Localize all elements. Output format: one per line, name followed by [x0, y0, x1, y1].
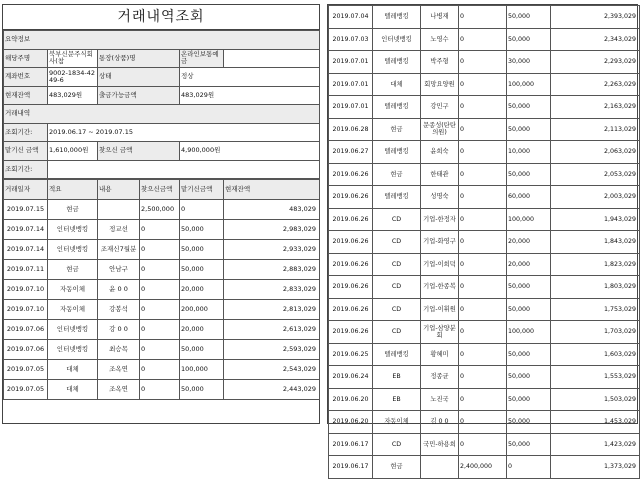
- row-date: 2019.06.17: [329, 433, 373, 456]
- row-in-amount: 50,000: [507, 6, 551, 29]
- row-out-amount: 0: [459, 186, 507, 209]
- row-date: 2019.06.17: [329, 456, 373, 479]
- row-type: CD: [373, 276, 421, 299]
- table-row: [4, 240, 320, 260]
- account-label: 계좌번호: [4, 68, 48, 87]
- row-date: 2019.06.27: [329, 141, 373, 164]
- row-type: 현금: [48, 200, 98, 220]
- row-out-amount: 0: [459, 118, 507, 141]
- row-balance: 483,029: [224, 200, 320, 220]
- table-row: [4, 300, 320, 320]
- row-date: 2019.06.26: [329, 231, 373, 254]
- table-row: [329, 186, 640, 209]
- row-out-amount: 0: [459, 433, 507, 456]
- row-out-amount: 0: [140, 320, 180, 340]
- period-value: 2019.06.17 ~ 2019.07.15: [48, 123, 320, 142]
- row-type: 인터넷뱅킹: [48, 220, 98, 240]
- row-date: 2019.06.26: [329, 253, 373, 276]
- row-date: 2019.07.01: [329, 51, 373, 74]
- table-row: [329, 276, 640, 299]
- row-date: 2019.06.25: [329, 343, 373, 366]
- row-memo: 회망요양원: [421, 73, 459, 96]
- row-date: 2019.07.03: [329, 28, 373, 51]
- summary-header-row: [4, 31, 320, 50]
- status-value: 정상: [180, 68, 320, 87]
- row-in-amount: 200,000: [180, 300, 224, 320]
- row-balance: 1,753,029: [551, 298, 640, 321]
- row-out-amount: 0: [459, 276, 507, 299]
- col-in-header: 맡기신금액: [180, 180, 224, 200]
- summary-row-4: [4, 105, 320, 124]
- row-memo: 윤희숙: [421, 141, 459, 164]
- row-in-amount: 50,000: [507, 28, 551, 51]
- row-in-amount: 50,000: [507, 366, 551, 389]
- balance-label: 현재잔액: [4, 86, 48, 105]
- row-out-amount: 0: [459, 208, 507, 231]
- row-memo: 기업-삼양분회: [421, 321, 459, 344]
- row-in-amount: 50,000: [507, 118, 551, 141]
- row-balance: 2,593,029: [224, 340, 320, 360]
- row-balance: 2,833,029: [224, 280, 320, 300]
- row-type: 현금: [48, 260, 98, 280]
- row-balance: 1,843,029: [551, 231, 640, 254]
- row-date: 2019.07.04: [329, 6, 373, 29]
- row-balance: 2,163,029: [551, 96, 640, 119]
- table-row: [329, 231, 640, 254]
- row-date: 2019.06.26: [329, 298, 373, 321]
- row-memo: 박주형: [421, 51, 459, 74]
- row-memo: 한태관: [421, 163, 459, 186]
- table-row: [329, 208, 640, 231]
- row-in-amount: 0: [507, 456, 551, 479]
- row-out-amount: 0: [140, 380, 180, 400]
- row-memo: 김 0 0: [421, 411, 459, 434]
- row-type: 자동이체: [373, 411, 421, 434]
- row-type: 텔레뱅킹: [373, 51, 421, 74]
- row-balance: 1,943,029: [551, 208, 640, 231]
- row-out-amount: 0: [459, 96, 507, 119]
- row-balance: 1,503,029: [551, 388, 640, 411]
- bank-label: 해당주명: [4, 49, 48, 68]
- row-type: CD: [373, 298, 421, 321]
- row-in-amount: 100,000: [180, 360, 224, 380]
- row-balance: 2,613,029: [224, 320, 320, 340]
- row-type: CD: [373, 321, 421, 344]
- table-row: [4, 200, 320, 220]
- row-type: 인터넷뱅킹: [48, 320, 98, 340]
- row-in-amount: 100,000: [507, 208, 551, 231]
- row-out-amount: 0: [459, 411, 507, 434]
- row-balance: 2,063,029: [551, 141, 640, 164]
- summary-row-2: [4, 68, 320, 87]
- row-out-amount: 0: [459, 231, 507, 254]
- link-value: [224, 49, 320, 68]
- row-balance: 1,803,029: [551, 276, 640, 299]
- row-balance: 1,423,029: [551, 433, 640, 456]
- table-row: [4, 220, 320, 240]
- col-memo-header: 내용: [98, 180, 140, 200]
- link-label: 온라인보통예금: [180, 49, 224, 68]
- row-date: 2019.07.10: [4, 280, 48, 300]
- row-in-amount: 20,000: [507, 231, 551, 254]
- table-row: [329, 298, 640, 321]
- row-memo: 노영수: [421, 28, 459, 51]
- row-in-amount: 20,000: [507, 253, 551, 276]
- row-out-amount: 0: [459, 343, 507, 366]
- row-type: 현금: [373, 118, 421, 141]
- row-date: 2019.07.05: [4, 380, 48, 400]
- row-memo: 기업-화영구: [421, 231, 459, 254]
- row-in-amount: 50,000: [507, 298, 551, 321]
- row-out-amount: 0: [459, 28, 507, 51]
- out-total-value: 1,610,000원: [48, 142, 98, 161]
- row-type: CD: [373, 208, 421, 231]
- row-in-amount: 50,000: [180, 260, 224, 280]
- table-row: [329, 51, 640, 74]
- row-type: 텔레뱅킹: [373, 141, 421, 164]
- table-row: [329, 456, 640, 479]
- row-out-amount: 0: [140, 260, 180, 280]
- row-type: 텔레뱅킹: [373, 186, 421, 209]
- row-in-amount: 50,000: [507, 388, 551, 411]
- row-type: CD: [373, 253, 421, 276]
- row-out-amount: 2,400,000: [459, 456, 507, 479]
- right-statement-page: [327, 4, 638, 471]
- table-row: [4, 380, 320, 400]
- row-balance: 2,983,029: [224, 220, 320, 240]
- row-balance: 2,813,029: [224, 300, 320, 320]
- row-type: 대체: [373, 73, 421, 96]
- row-date: 2019.07.05: [4, 360, 48, 380]
- row-type: 인터넷뱅킹: [48, 340, 98, 360]
- row-in-amount: 100,000: [507, 321, 551, 344]
- row-date: 2019.07.06: [4, 340, 48, 360]
- row-balance: 1,823,029: [551, 253, 640, 276]
- row-out-amount: 2,500,000: [140, 200, 180, 220]
- row-type: 자동이체: [48, 300, 98, 320]
- row-in-amount: 100,000: [507, 73, 551, 96]
- row-out-amount: 0: [459, 388, 507, 411]
- row-balance: 2,343,029: [551, 28, 640, 51]
- row-memo: 노진국: [421, 388, 459, 411]
- table-row: [329, 118, 640, 141]
- withdrawable-value: 483,029원: [180, 86, 320, 105]
- summary-table: [3, 30, 320, 179]
- row-out-amount: 0: [459, 141, 507, 164]
- row-out-amount: 0: [140, 340, 180, 360]
- row-in-amount: 20,000: [180, 320, 224, 340]
- row-out-amount: 0: [459, 73, 507, 96]
- row-in-amount: 50,000: [180, 220, 224, 240]
- row-type: 현금: [373, 456, 421, 479]
- row-memo: 기업-한종복: [421, 276, 459, 299]
- row-in-amount: 50,000: [507, 276, 551, 299]
- row-balance: 1,453,029: [551, 411, 640, 434]
- row-balance: 2,933,029: [224, 240, 320, 260]
- row-type: CD: [373, 433, 421, 456]
- table-row: [329, 141, 640, 164]
- row-balance: 2,113,029: [551, 118, 640, 141]
- row-in-amount: 50,000: [180, 340, 224, 360]
- table-row: [4, 260, 320, 280]
- col-type-header: 적요: [48, 180, 98, 200]
- account-value: 9002-1834-4249-6: [48, 68, 98, 87]
- row-out-amount: 0: [140, 240, 180, 260]
- row-memo: 최승목: [98, 340, 140, 360]
- row-in-amount: 50,000: [507, 433, 551, 456]
- row-type: 대체: [48, 380, 98, 400]
- row-memo: [421, 456, 459, 479]
- row-memo: 조재신7월분: [98, 240, 140, 260]
- row-date: 2019.06.26: [329, 186, 373, 209]
- row-date: 2019.06.28: [329, 118, 373, 141]
- row-balance: 1,553,029: [551, 366, 640, 389]
- row-memo: 안남구: [98, 260, 140, 280]
- table-row: [329, 433, 640, 456]
- row-type: 현금: [373, 163, 421, 186]
- row-in-amount: 50,000: [507, 411, 551, 434]
- row-in-amount: 50,000: [507, 96, 551, 119]
- row-out-amount: 0: [459, 366, 507, 389]
- row-in-amount: 10,000: [507, 141, 551, 164]
- row-memo: 강봉석: [98, 300, 140, 320]
- row-type: CD: [373, 231, 421, 254]
- row-in-amount: 30,000: [507, 51, 551, 74]
- period-label: 조회기간:: [4, 123, 48, 142]
- table-row: [329, 388, 640, 411]
- row-date: 2019.07.06: [4, 320, 48, 340]
- row-out-amount: 0: [459, 6, 507, 29]
- row-date: 2019.06.26: [329, 208, 373, 231]
- row-balance: 1,603,029: [551, 343, 640, 366]
- row-balance: 2,003,029: [551, 186, 640, 209]
- row-in-amount: 50,000: [180, 240, 224, 260]
- col-date-header: 거래일자: [4, 180, 48, 200]
- row-out-amount: 0: [140, 220, 180, 240]
- row-memo: 강 0 0: [98, 320, 140, 340]
- row-balance: 1,703,029: [551, 321, 640, 344]
- row-balance: 2,293,029: [551, 51, 640, 74]
- page-title: 거래내역조회: [3, 5, 319, 30]
- row-out-amount: 0: [459, 321, 507, 344]
- row-out-amount: 0: [140, 360, 180, 380]
- table-row: [329, 321, 640, 344]
- row-balance: 2,443,029: [224, 380, 320, 400]
- period2-label: 조회기간:: [4, 160, 48, 179]
- table-row: [4, 360, 320, 380]
- table-row: [4, 340, 320, 360]
- withdrawable-label: 출금가능금액: [98, 86, 180, 105]
- table-row: [329, 411, 640, 434]
- table-row: [329, 163, 640, 186]
- row-memo: 성명숙: [421, 186, 459, 209]
- row-in-amount: 50,000: [507, 343, 551, 366]
- row-date: 2019.06.26: [329, 163, 373, 186]
- row-memo: 기업-이희덕: [421, 253, 459, 276]
- table-row: [329, 96, 640, 119]
- table-row: [4, 280, 320, 300]
- in-total-label: 찾으신 금액: [98, 142, 180, 161]
- history-label: 거래내역: [4, 105, 320, 124]
- row-memo: 국민-하용희: [421, 433, 459, 456]
- row-in-amount: 20,000: [180, 280, 224, 300]
- row-type: EB: [373, 388, 421, 411]
- row-in-amount: 50,000: [507, 163, 551, 186]
- row-memo: 조옥연: [98, 380, 140, 400]
- transactions-table-right: [328, 5, 640, 479]
- balance-value: 483,029원: [48, 86, 98, 105]
- row-date: 2019.07.14: [4, 220, 48, 240]
- row-balance: 2,543,029: [224, 360, 320, 380]
- row-memo: 강민구: [421, 96, 459, 119]
- row-in-amount: 0: [180, 200, 224, 220]
- row-type: 텔레뱅킹: [373, 343, 421, 366]
- row-memo: 기업-한정자: [421, 208, 459, 231]
- table-row: [329, 253, 640, 276]
- row-date: 2019.07.01: [329, 96, 373, 119]
- row-out-amount: 0: [459, 253, 507, 276]
- row-out-amount: 0: [459, 163, 507, 186]
- row-date: 2019.07.14: [4, 240, 48, 260]
- row-memo: 윤 0 0: [98, 280, 140, 300]
- row-type: 텔레뱅킹: [373, 96, 421, 119]
- bank-value: 북부신문주식회사(참: [48, 49, 98, 68]
- left-statement-page: [2, 4, 320, 424]
- row-date: 2019.07.11: [4, 260, 48, 280]
- row-balance: 2,263,029: [551, 73, 640, 96]
- row-out-amount: 0: [140, 280, 180, 300]
- table-row: [329, 343, 640, 366]
- row-date: 2019.06.26: [329, 276, 373, 299]
- row-type: EB: [373, 366, 421, 389]
- row-memo: 정종균: [421, 366, 459, 389]
- summary-row-1: [4, 49, 320, 68]
- row-type: 자동이체: [48, 280, 98, 300]
- row-out-amount: 0: [459, 298, 507, 321]
- row-memo: [98, 200, 140, 220]
- column-header-row: [4, 180, 320, 200]
- row-date: 2019.07.01: [329, 73, 373, 96]
- row-memo: 조옥연: [98, 360, 140, 380]
- row-date: 2019.07.15: [4, 200, 48, 220]
- row-date: 2019.06.26: [329, 321, 373, 344]
- row-memo: 나병재: [421, 6, 459, 29]
- row-date: 2019.06.20: [329, 411, 373, 434]
- deposit-type-label: 통장(상품)명: [98, 49, 180, 68]
- row-type: 텔레뱅킹: [373, 6, 421, 29]
- summary-row-3: [4, 86, 320, 105]
- row-balance: 2,053,029: [551, 163, 640, 186]
- table-row: [329, 73, 640, 96]
- summary-section-label: 요약정보: [4, 31, 320, 50]
- row-out-amount: 0: [459, 51, 507, 74]
- row-type: 인터넷뱅킹: [373, 28, 421, 51]
- table-row: [329, 28, 640, 51]
- summary-row-7: [4, 160, 320, 179]
- row-date: 2019.06.20: [329, 388, 373, 411]
- row-memo: 정교선: [98, 220, 140, 240]
- status-label: 상태: [98, 68, 180, 87]
- period2-value: [48, 160, 320, 179]
- row-in-amount: 60,000: [507, 186, 551, 209]
- row-in-amount: 50,000: [180, 380, 224, 400]
- row-balance: 2,883,029: [224, 260, 320, 280]
- out-total-label: 맡기신 금액: [4, 142, 48, 161]
- row-type: 대체: [48, 360, 98, 380]
- row-memo: 황혜미: [421, 343, 459, 366]
- row-memo: 문종성(탄탄의원): [421, 118, 459, 141]
- row-balance: 2,393,029: [551, 6, 640, 29]
- row-date: 2019.06.24: [329, 366, 373, 389]
- transactions-table-left: [3, 179, 320, 400]
- summary-row-6: [4, 142, 320, 161]
- summary-row-5: [4, 123, 320, 142]
- row-out-amount: 0: [140, 300, 180, 320]
- table-row: [4, 320, 320, 340]
- row-type: 인터넷뱅킹: [48, 240, 98, 260]
- in-total-value: 4,900,000원: [180, 142, 320, 161]
- row-date: 2019.07.10: [4, 300, 48, 320]
- col-out-header: 찾으신금액: [140, 180, 180, 200]
- row-memo: 기업-이휘원: [421, 298, 459, 321]
- table-row: [329, 6, 640, 29]
- row-balance: 1,373,029: [551, 456, 640, 479]
- col-balance-header: 현재잔액: [224, 180, 320, 200]
- table-row: [329, 366, 640, 389]
